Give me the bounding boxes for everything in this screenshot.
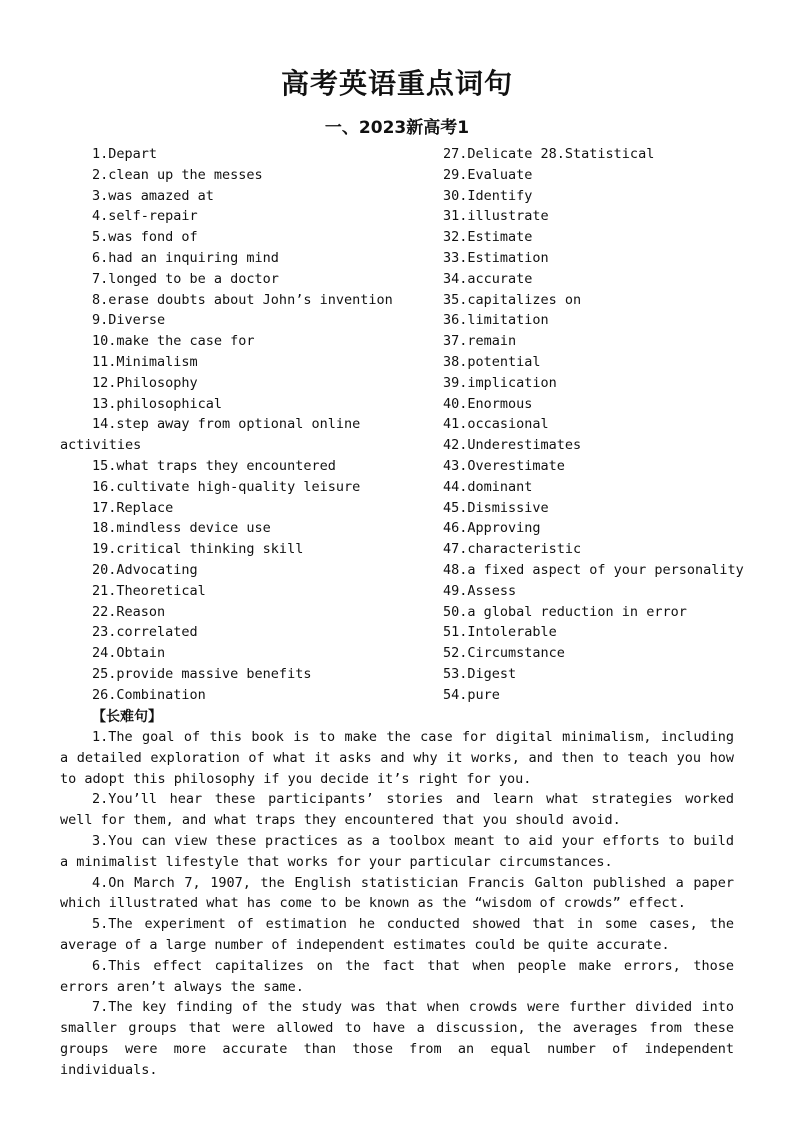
vocab-item: 31.illustrate [443,208,549,225]
vocab-item: 48.a fixed aspect of your personality [443,561,744,578]
vocab-item: 22.Reason [92,603,166,620]
vocab-item: 8.erase doubts about John’s invention [92,291,393,308]
sentence-item: 3.You can view these practices as a toolbox meant to aid your efforts to build a minimalist lifestyle that works for your particular circumstances. [60,832,734,870]
vocab-item: 39.implication [443,374,557,391]
sentence-item: 6.This effect capitalizes on the fact that when people make errors, those errors aren’t always the same. [60,957,734,995]
vocab-item: 42.Underestimates [443,437,582,454]
vocab-item: 40.Enormous [443,395,533,412]
vocab-item: 14.step away from optional online activities [60,416,361,454]
long-sentences-heading: 【长难句】 [92,709,162,725]
vocab-item: 32.Estimate [443,229,533,246]
sentence-item: 5.The experiment of estimation he conducted showed that in some cases, the average of a large number of independent estimates could be quite accurate. [60,916,734,953]
vocab-item: 52.Circumstance [443,645,565,662]
vocab-list-right [443,144,743,706]
sentence-item: 1.The goal of this book is to make the case for digital minimalism, including a detailed exploration of what it asks and why it works, and then to teach you how to adopt this philosophy if you decide it’s right for you. [60,729,734,787]
section-subtitle: 一、2023新高考1 [324,118,470,138]
sentence-item: 2.You’ll hear these participants’ stories and learn what strategies worked well for them, and what traps they encountered that you should avoid. [60,791,734,829]
vocab-item: 27.Delicate 28.Statistical [443,146,655,162]
vocab-item: 18.mindless device use [92,520,271,537]
vocab-item: 53.Digest [443,665,517,682]
vocab-item: 2.clean up the messes [92,166,263,183]
vocab-item: 44.dominant [443,478,533,495]
vocab-item: 25.provide massive benefits [92,665,312,682]
vocab-item: 21.Theoretical [92,582,206,599]
page-title: 高考英语重点词句 [280,67,513,100]
vocab-item: 1.Depart [92,146,158,162]
vocab-item: 33.Estimation [443,249,549,266]
vocab-item: 9.Diverse [92,312,166,329]
vocab-item: 6.had an inquiring mind [92,249,279,266]
vocab-item: 43.Overestimate [443,457,565,474]
vocab-item: 47.characteristic [443,541,582,558]
vocab-item: 30.Identify [443,187,533,204]
long-sentences-list [60,727,734,1081]
vocab-item: 35.capitalizes on [443,291,582,308]
vocab-item: 34.accurate [443,270,533,287]
sentence-item: 7.The key finding of the study was that when crowds were further divided into smaller groups that were allowed to have a discussion, the averages from these groups were more accurate than those from an equal number of independent individuals. [60,999,734,1078]
vocab-item: 36.limitation [443,312,549,329]
vocab-item: 3.was amazed at [92,187,214,204]
vocab-item: 45.Dismissive [443,499,549,516]
vocab-item: 7.longed to be a doctor [92,270,279,287]
vocab-item: 19.critical thinking skill [92,541,304,558]
vocab-item: 49.Assess [443,582,517,599]
vocab-item: 29.Evaluate [443,166,533,183]
vocab-item: 46.Approving [443,520,541,537]
vocab-item: 24.Obtain [92,645,166,662]
vocab-item: 13.philosophical [92,395,223,412]
vocab-item: 26.Combination [92,686,206,703]
vocab-item: 12.Philosophy [92,374,198,391]
vocab-item: 23.correlated [92,624,198,641]
vocab-item: 10.make the case for [92,333,255,350]
vocab-item: 15.what traps they encountered [92,457,336,474]
vocab-item: 37.remain [443,333,517,350]
vocab-item: 54.pure [443,686,500,703]
vocab-item: 51.Intolerable [443,624,557,641]
vocab-item: 20.Advocating [92,561,198,578]
vocab-item: 41.occasional [443,416,549,433]
vocab-item: 16.cultivate high-quality leisure [92,478,361,495]
vocab-list-left [60,144,393,706]
vocab-item: 5.was fond of [92,229,198,246]
sentence-item: 4.On March 7, 1907, the English statistician Francis Galton published a paper which illustrated what has come to be known as the “wisdom of crowds” effect. [60,874,734,912]
vocab-item: 17.Replace [92,499,174,516]
vocab-item: 38.potential [443,353,541,370]
vocab-item: 11.Minimalism [92,353,198,370]
vocab-item: 4.self-repair [92,208,198,225]
vocab-item: 50.a global reduction in error [443,603,687,620]
